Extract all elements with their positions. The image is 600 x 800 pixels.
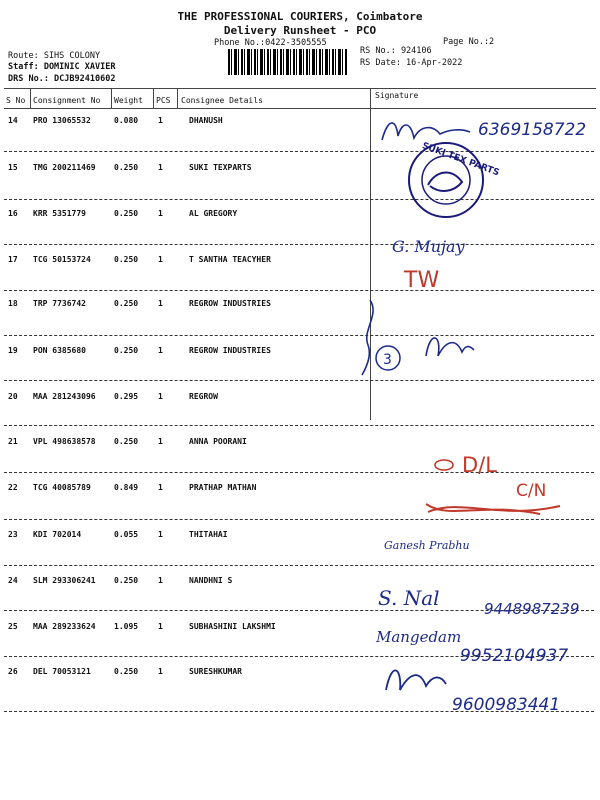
row-sno: 20 xyxy=(8,392,18,401)
row-consignee: AL GREGORY xyxy=(189,209,238,218)
row-weight: 0.250 xyxy=(114,299,139,308)
signature-scribble xyxy=(382,123,470,140)
handwritten-mark: TW xyxy=(404,268,440,293)
row-separator xyxy=(4,380,594,381)
col-divider xyxy=(153,88,154,108)
barcode xyxy=(228,49,348,75)
row-sno: 14 xyxy=(8,116,18,125)
row-pcs: 1 xyxy=(158,483,163,492)
row-weight: 0.250 xyxy=(114,209,139,218)
row-separator xyxy=(4,519,594,520)
row-separator xyxy=(4,199,594,200)
table-top-rule xyxy=(4,88,596,89)
phone-number: Phone No.:0422-3505555 xyxy=(214,38,327,48)
row-sno: 23 xyxy=(8,530,18,539)
row-sno: 24 xyxy=(8,576,18,585)
staff-label: Staff: DOMINIC XAVIER xyxy=(8,62,116,72)
handwritten-signature: S. Nal xyxy=(378,586,440,610)
company-title: THE PROFESSIONAL COURIERS, Coimbatore xyxy=(177,10,423,23)
row-weight: 0.295 xyxy=(114,392,139,401)
bracket-mark xyxy=(362,300,373,375)
row-consignment: MAA 281243096 xyxy=(33,392,96,401)
row-sno: 17 xyxy=(8,255,18,264)
row-separator xyxy=(4,610,594,611)
header-sno: S No xyxy=(6,96,26,105)
row-separator xyxy=(4,151,594,152)
handwritten-status: C/N xyxy=(516,481,547,501)
page-number: Page No.:2 xyxy=(443,37,495,47)
handwritten-signature: Ganesh Prabhu xyxy=(384,539,470,552)
row-pcs: 1 xyxy=(158,437,163,446)
row-consignment: TCG 50153724 xyxy=(33,255,91,264)
row-consignee: SURESHKUMAR xyxy=(189,667,242,676)
row-pcs: 1 xyxy=(158,116,163,125)
row-consignee: REGROW INDUSTRIES xyxy=(189,346,271,355)
handwritten-phone: 9600983441 xyxy=(452,695,561,715)
header-consignment: Consignment No xyxy=(33,96,101,105)
row-sno: 19 xyxy=(8,346,18,355)
row-weight: 0.250 xyxy=(114,346,139,355)
row-weight: 0.055 xyxy=(114,530,139,539)
row-consignment: TCG 40085789 xyxy=(33,483,91,492)
row-weight: 0.080 xyxy=(114,116,139,125)
drs-number: DRS No.: DCJB92410602 xyxy=(8,74,116,84)
row-pcs: 1 xyxy=(158,209,163,218)
header-weight: Weight xyxy=(114,96,143,105)
col-divider xyxy=(177,88,178,108)
row-separator xyxy=(4,656,594,657)
row-weight: 0.250 xyxy=(114,576,139,585)
row-weight: 0.250 xyxy=(114,437,139,446)
handwritten-phone: 9448987239 xyxy=(484,600,580,618)
row-consignee: DHANUSH xyxy=(189,116,223,125)
header-pcs: PCS xyxy=(156,96,171,105)
col-divider xyxy=(30,88,31,108)
route-label: Route: SIHS COLONY xyxy=(8,51,101,61)
row-consignee: SUKI TEXPARTS xyxy=(189,163,252,172)
rs-number: RS No.: 924106 xyxy=(360,46,432,56)
stamp-text: SUKI TEX PARTS xyxy=(420,141,501,179)
handwritten-status: D/L xyxy=(462,453,497,477)
row-sno: 26 xyxy=(8,667,18,676)
row-consignment: MAA 289233624 xyxy=(33,622,96,631)
row-separator xyxy=(4,565,594,566)
row-sno: 25 xyxy=(8,622,18,631)
row-consignee: T SANTHA TEACYHER xyxy=(189,255,271,264)
row-weight: 0.849 xyxy=(114,483,139,492)
row-consignee: NANDHNI S xyxy=(189,576,233,585)
header-consignee: Consignee Details xyxy=(181,96,263,105)
row-pcs: 1 xyxy=(158,622,163,631)
row-weight: 1.095 xyxy=(114,622,139,631)
header-signature: Signature xyxy=(375,91,419,100)
row-sno: 15 xyxy=(8,163,18,172)
row-pcs: 1 xyxy=(158,667,163,676)
row-consignee: REGROW xyxy=(189,392,218,401)
row-consignee: ANNA POORANI xyxy=(189,437,247,446)
row-consignee: THITAHAI xyxy=(189,530,228,539)
company-stamp xyxy=(409,141,501,217)
handwritten-signature: Mangedam xyxy=(376,628,462,646)
row-weight: 0.250 xyxy=(114,163,139,172)
row-consignee: PRATHAP MATHAN xyxy=(189,483,257,492)
row-separator xyxy=(4,335,594,336)
row-consignment: TRP 7736742 xyxy=(33,299,86,308)
row-separator xyxy=(4,472,594,473)
row-consignment: VPL 498638578 xyxy=(33,437,96,446)
row-pcs: 1 xyxy=(158,392,163,401)
row-pcs: 1 xyxy=(158,530,163,539)
row-consignment: TMG 200211469 xyxy=(33,163,96,172)
row-weight: 0.250 xyxy=(114,255,139,264)
row-separator xyxy=(4,244,594,245)
row-separator xyxy=(4,290,594,291)
row-consignee: SUBHASHINI LAKSHMI xyxy=(189,622,276,631)
row-separator xyxy=(4,711,594,712)
row-pcs: 1 xyxy=(158,576,163,585)
circled-number: 3 xyxy=(383,352,392,368)
signature-scribble xyxy=(386,670,446,690)
row-consignment: SLM 293306241 xyxy=(33,576,96,585)
rs-date: RS Date: 16-Apr-2022 xyxy=(360,58,463,68)
row-pcs: 1 xyxy=(158,255,163,264)
handwritten-phone: 9952104937 xyxy=(460,646,569,666)
row-consignee: REGROW INDUSTRIES xyxy=(189,299,271,308)
row-weight: 0.250 xyxy=(114,667,139,676)
sheet-title: Delivery Runsheet - PCO xyxy=(223,24,377,37)
row-sno: 22 xyxy=(8,483,18,492)
col-divider xyxy=(111,88,112,108)
row-consignment: PON 6385680 xyxy=(33,346,86,355)
row-pcs: 1 xyxy=(158,163,163,172)
row-pcs: 1 xyxy=(158,346,163,355)
signature-col-divider xyxy=(370,88,371,420)
row-consignment: DEL 70053121 xyxy=(33,667,91,676)
row-pcs: 1 xyxy=(158,299,163,308)
handwritten-phone: 6369158722 xyxy=(478,120,587,140)
row-consignment: KDI 702014 xyxy=(33,530,82,539)
row-sno: 16 xyxy=(8,209,18,218)
row-consignment: KRR 5351779 xyxy=(33,209,86,218)
row-sno: 18 xyxy=(8,299,18,308)
handwritten-signature: G. Mujay xyxy=(392,237,465,256)
strikethrough xyxy=(426,504,560,514)
signature-scribble xyxy=(426,338,474,356)
table-header-rule xyxy=(4,108,596,109)
row-sno: 21 xyxy=(8,437,18,446)
row-separator xyxy=(4,425,594,426)
row-consignment: PRO 13065532 xyxy=(33,116,91,125)
